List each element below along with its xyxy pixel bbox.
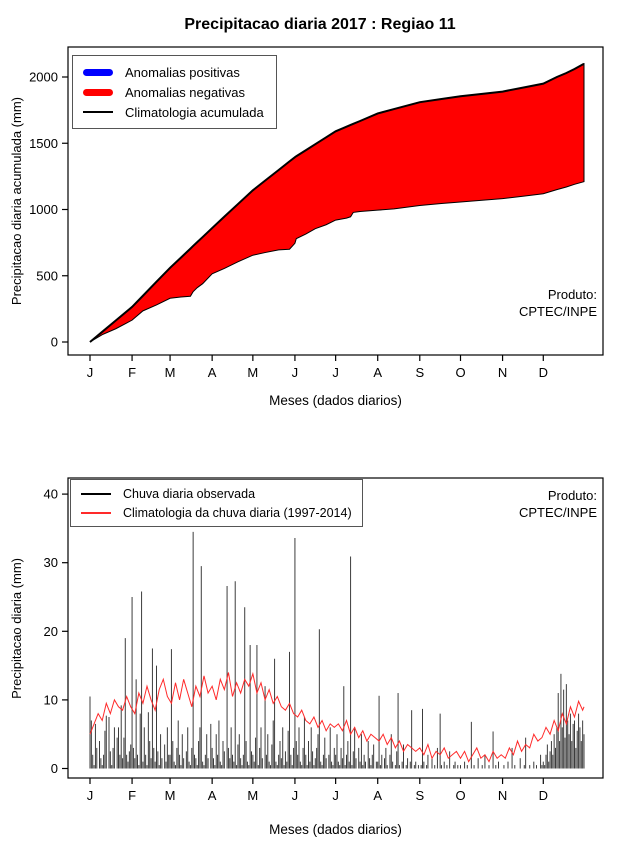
positive-anomaly-swatch-icon: [83, 69, 113, 76]
product-label: Produto:: [547, 287, 597, 302]
svg-text:10: 10: [43, 692, 58, 708]
top-x-axis-label: Meses (dados diarios): [269, 393, 402, 408]
bottom-product-watermark: [437, 487, 597, 521]
top-y-axis-label: Precipitacao diaria acumulada (mm): [8, 96, 24, 306]
svg-text:M: M: [164, 788, 176, 803]
legend-item-climatologia-acumulada: [83, 102, 264, 122]
legend-item-climatologia-chuva: [81, 503, 352, 522]
svg-text:N: N: [497, 788, 508, 803]
legend-label: Chuva diaria observada: [123, 486, 256, 501]
svg-text:30: 30: [43, 555, 58, 571]
svg-text:J: J: [86, 365, 94, 380]
svg-text:0: 0: [50, 761, 58, 776]
svg-text:40: 40: [43, 486, 58, 502]
legend-label: Climatologia da chuva diaria (1997-2014): [123, 505, 352, 520]
legend-item-anomalias-positivas: [83, 62, 264, 82]
svg-text:J: J: [332, 788, 339, 803]
svg-text:F: F: [128, 365, 137, 380]
legend-item-chuva-observada: [81, 484, 352, 503]
svg-text:A: A: [207, 788, 217, 803]
svg-text:0: 0: [50, 334, 58, 350]
legend-label: Anomalias positivas: [125, 64, 240, 80]
legend-label: Climatologia acumulada: [125, 104, 264, 120]
product-org: CPTEC/INPE: [518, 304, 597, 319]
svg-text:M: M: [247, 365, 259, 380]
climatology-rain-line-swatch-icon: [81, 512, 111, 514]
top-product-watermark: [437, 286, 597, 320]
svg-text:1500: 1500: [29, 135, 58, 151]
bottom-x-axis-label: Meses (dados diarios): [269, 822, 402, 837]
svg-text:J: J: [291, 365, 299, 380]
legend-label: Anomalias negativas: [125, 84, 245, 100]
climatology-line-swatch-icon: [83, 111, 113, 113]
svg-text:D: D: [538, 365, 548, 380]
svg-text:500: 500: [36, 268, 58, 284]
top-chart-legend: [72, 55, 277, 129]
svg-text:2000: 2000: [29, 69, 58, 85]
svg-text:O: O: [455, 788, 466, 803]
product-label: Produto:: [547, 488, 597, 503]
bottom-y-axis-label: Precipitacao diaria (mm): [8, 557, 24, 699]
svg-text:S: S: [415, 788, 425, 803]
svg-text:M: M: [164, 365, 176, 380]
page-title: Precipitacao diaria 2017 : Regiao 11: [184, 16, 456, 33]
svg-text:A: A: [373, 365, 383, 380]
svg-text:A: A: [373, 788, 383, 803]
svg-text:M: M: [247, 788, 259, 803]
legend-item-anomalias-negativas: [83, 82, 264, 102]
svg-text:J: J: [332, 365, 339, 380]
svg-text:1000: 1000: [29, 202, 58, 217]
svg-text:N: N: [497, 365, 508, 380]
product-org: CPTEC/INPE: [518, 505, 597, 520]
svg-text:J: J: [86, 788, 94, 803]
observed-rain-line-swatch-icon: [81, 493, 111, 495]
svg-text:D: D: [538, 788, 548, 803]
svg-text:20: 20: [43, 623, 58, 639]
svg-text:O: O: [455, 365, 466, 380]
svg-text:S: S: [415, 365, 425, 380]
svg-text:A: A: [207, 365, 217, 380]
svg-text:F: F: [128, 788, 137, 803]
svg-text:J: J: [291, 788, 299, 803]
negative-anomaly-swatch-icon: [83, 89, 113, 96]
bottom-chart-legend: [70, 479, 363, 527]
